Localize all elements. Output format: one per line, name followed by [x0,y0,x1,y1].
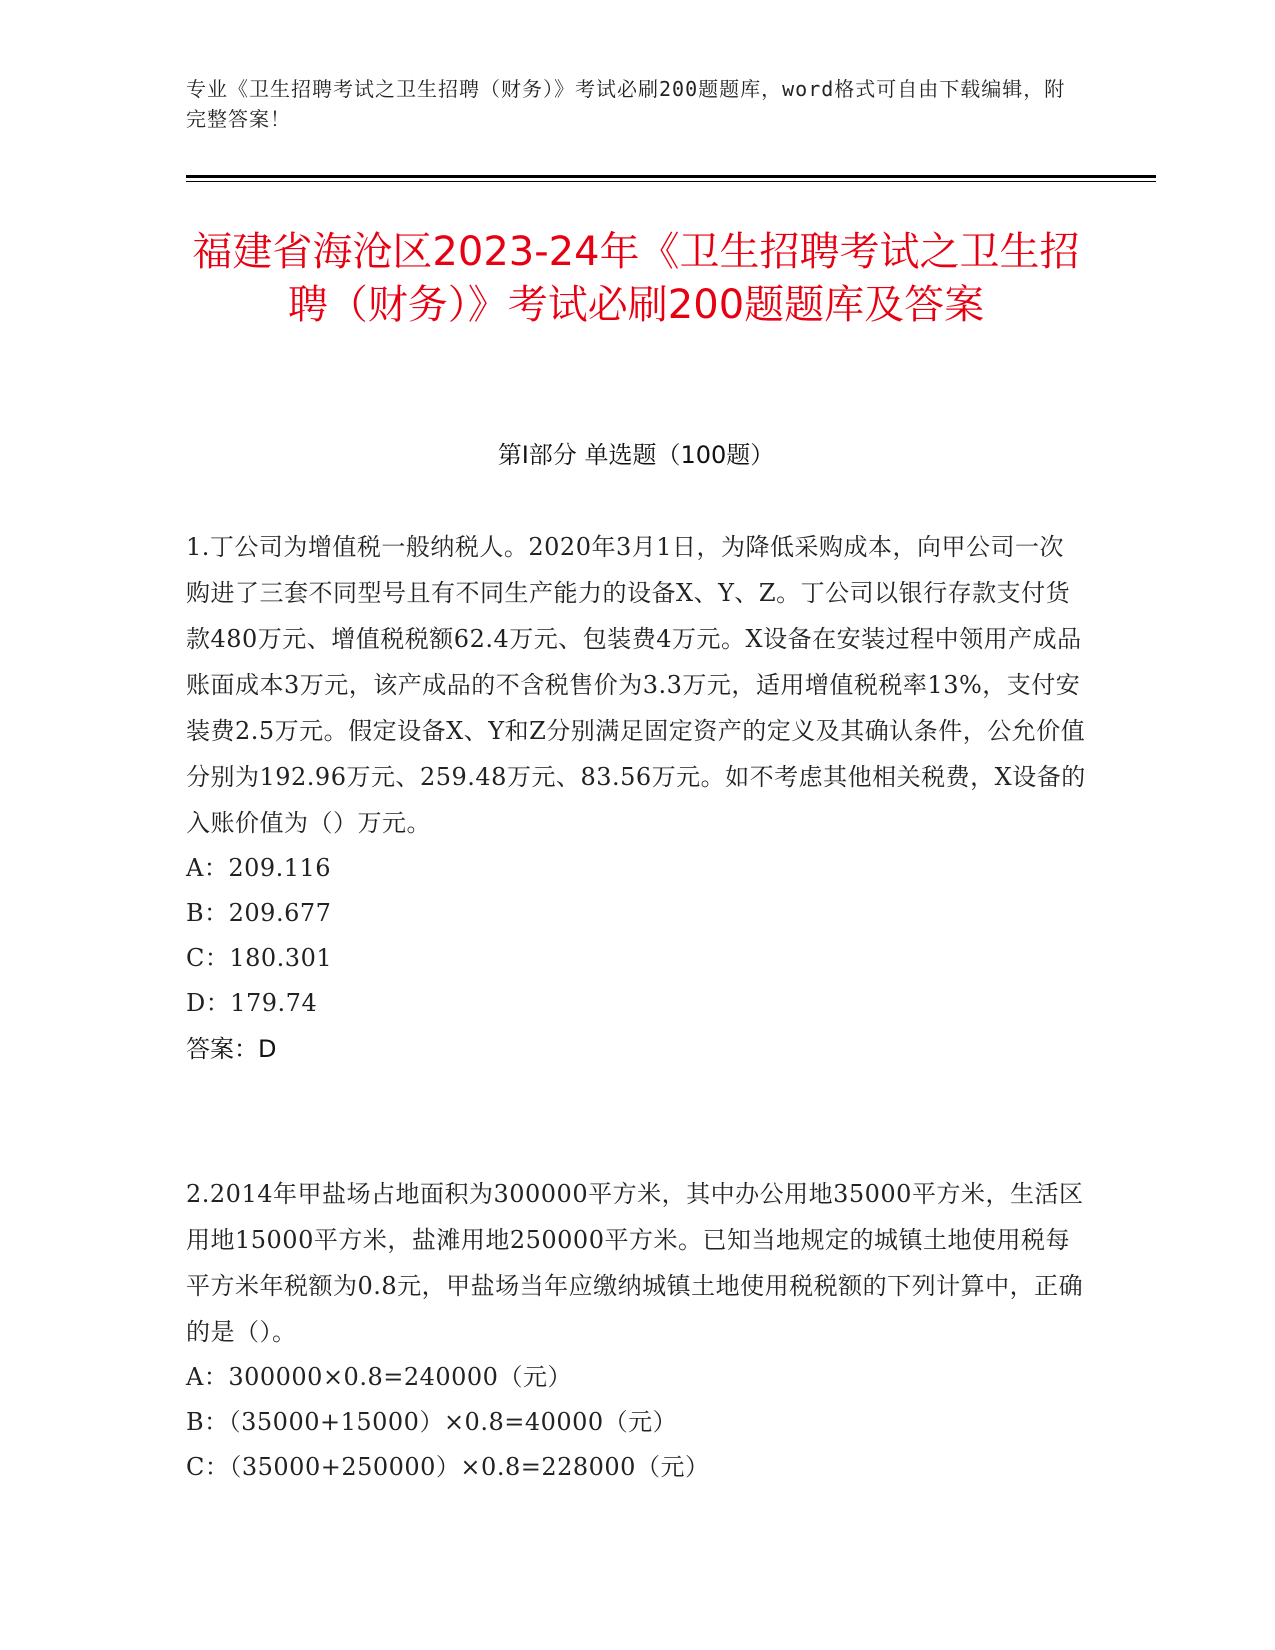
option-b: B：209.677 [186,899,332,927]
question-stem: 1.丁公司为增值税一般纳税人。2020年3月1日，为降低采购成本，向甲公司一次购进了三套不同型号且有不同生产能力的设备X、Y、Z。丁公司以银行存款支付货款480万元、增值税税额62.4万元、包装费4万元。X设备在安装过程中领用产成品账面成本3万元，该产成品的不含税售价为3.3万元，适用增值税税率13%，支付安装费2.5万元。假定设备X、Y和Z分别满足固定资产的定义及其确认条件，公允价值分别为192.96万元、259.48万元、83.56万元。如不考虑其他相关税费，X设备的入账价值为（）万元。 [186,533,1086,837]
answer: 答案：D [186,1035,277,1063]
document-title: 福建省海沧区2023-24年《卫生招聘考试之卫生招聘（财务）》考试必刷200题题库及答案 [192,229,1080,328]
option-c: C：（35000+250000）×0.8=228000（元） [186,1453,710,1481]
header-divider-thin [186,181,1156,182]
option-a: A：209.116 [186,854,332,882]
section-heading: 第Ⅰ部分 单选题（100题） [497,441,775,469]
question-2 [186,1171,1086,1490]
option-a: A：300000×0.8=240000（元） [186,1363,572,1391]
header-divider-thick [186,175,1156,178]
question-stem: 2.2014年甲盐场占地面积为300000平方米，其中办公用地35000平方米，生活区用地15000平方米，盐滩用地250000平方米。已知当地规定的城镇土地使用税每平方米年税额为0.8元，甲盐场当年应缴纳城镇土地使用税税额的下列计算中，正确的是（）。 [186,1180,1084,1346]
option-d: D：179.74 [186,989,318,1017]
header-note: 专业《卫生招聘考试之卫生招聘（财务）》考试必刷200题题库，word格式可自由下载编辑，附完整答案！ [186,77,1066,131]
option-c: C：180.301 [186,944,333,972]
option-b: B：（35000+15000）×0.8=40000（元） [186,1408,678,1436]
question-1 [186,524,1086,1072]
